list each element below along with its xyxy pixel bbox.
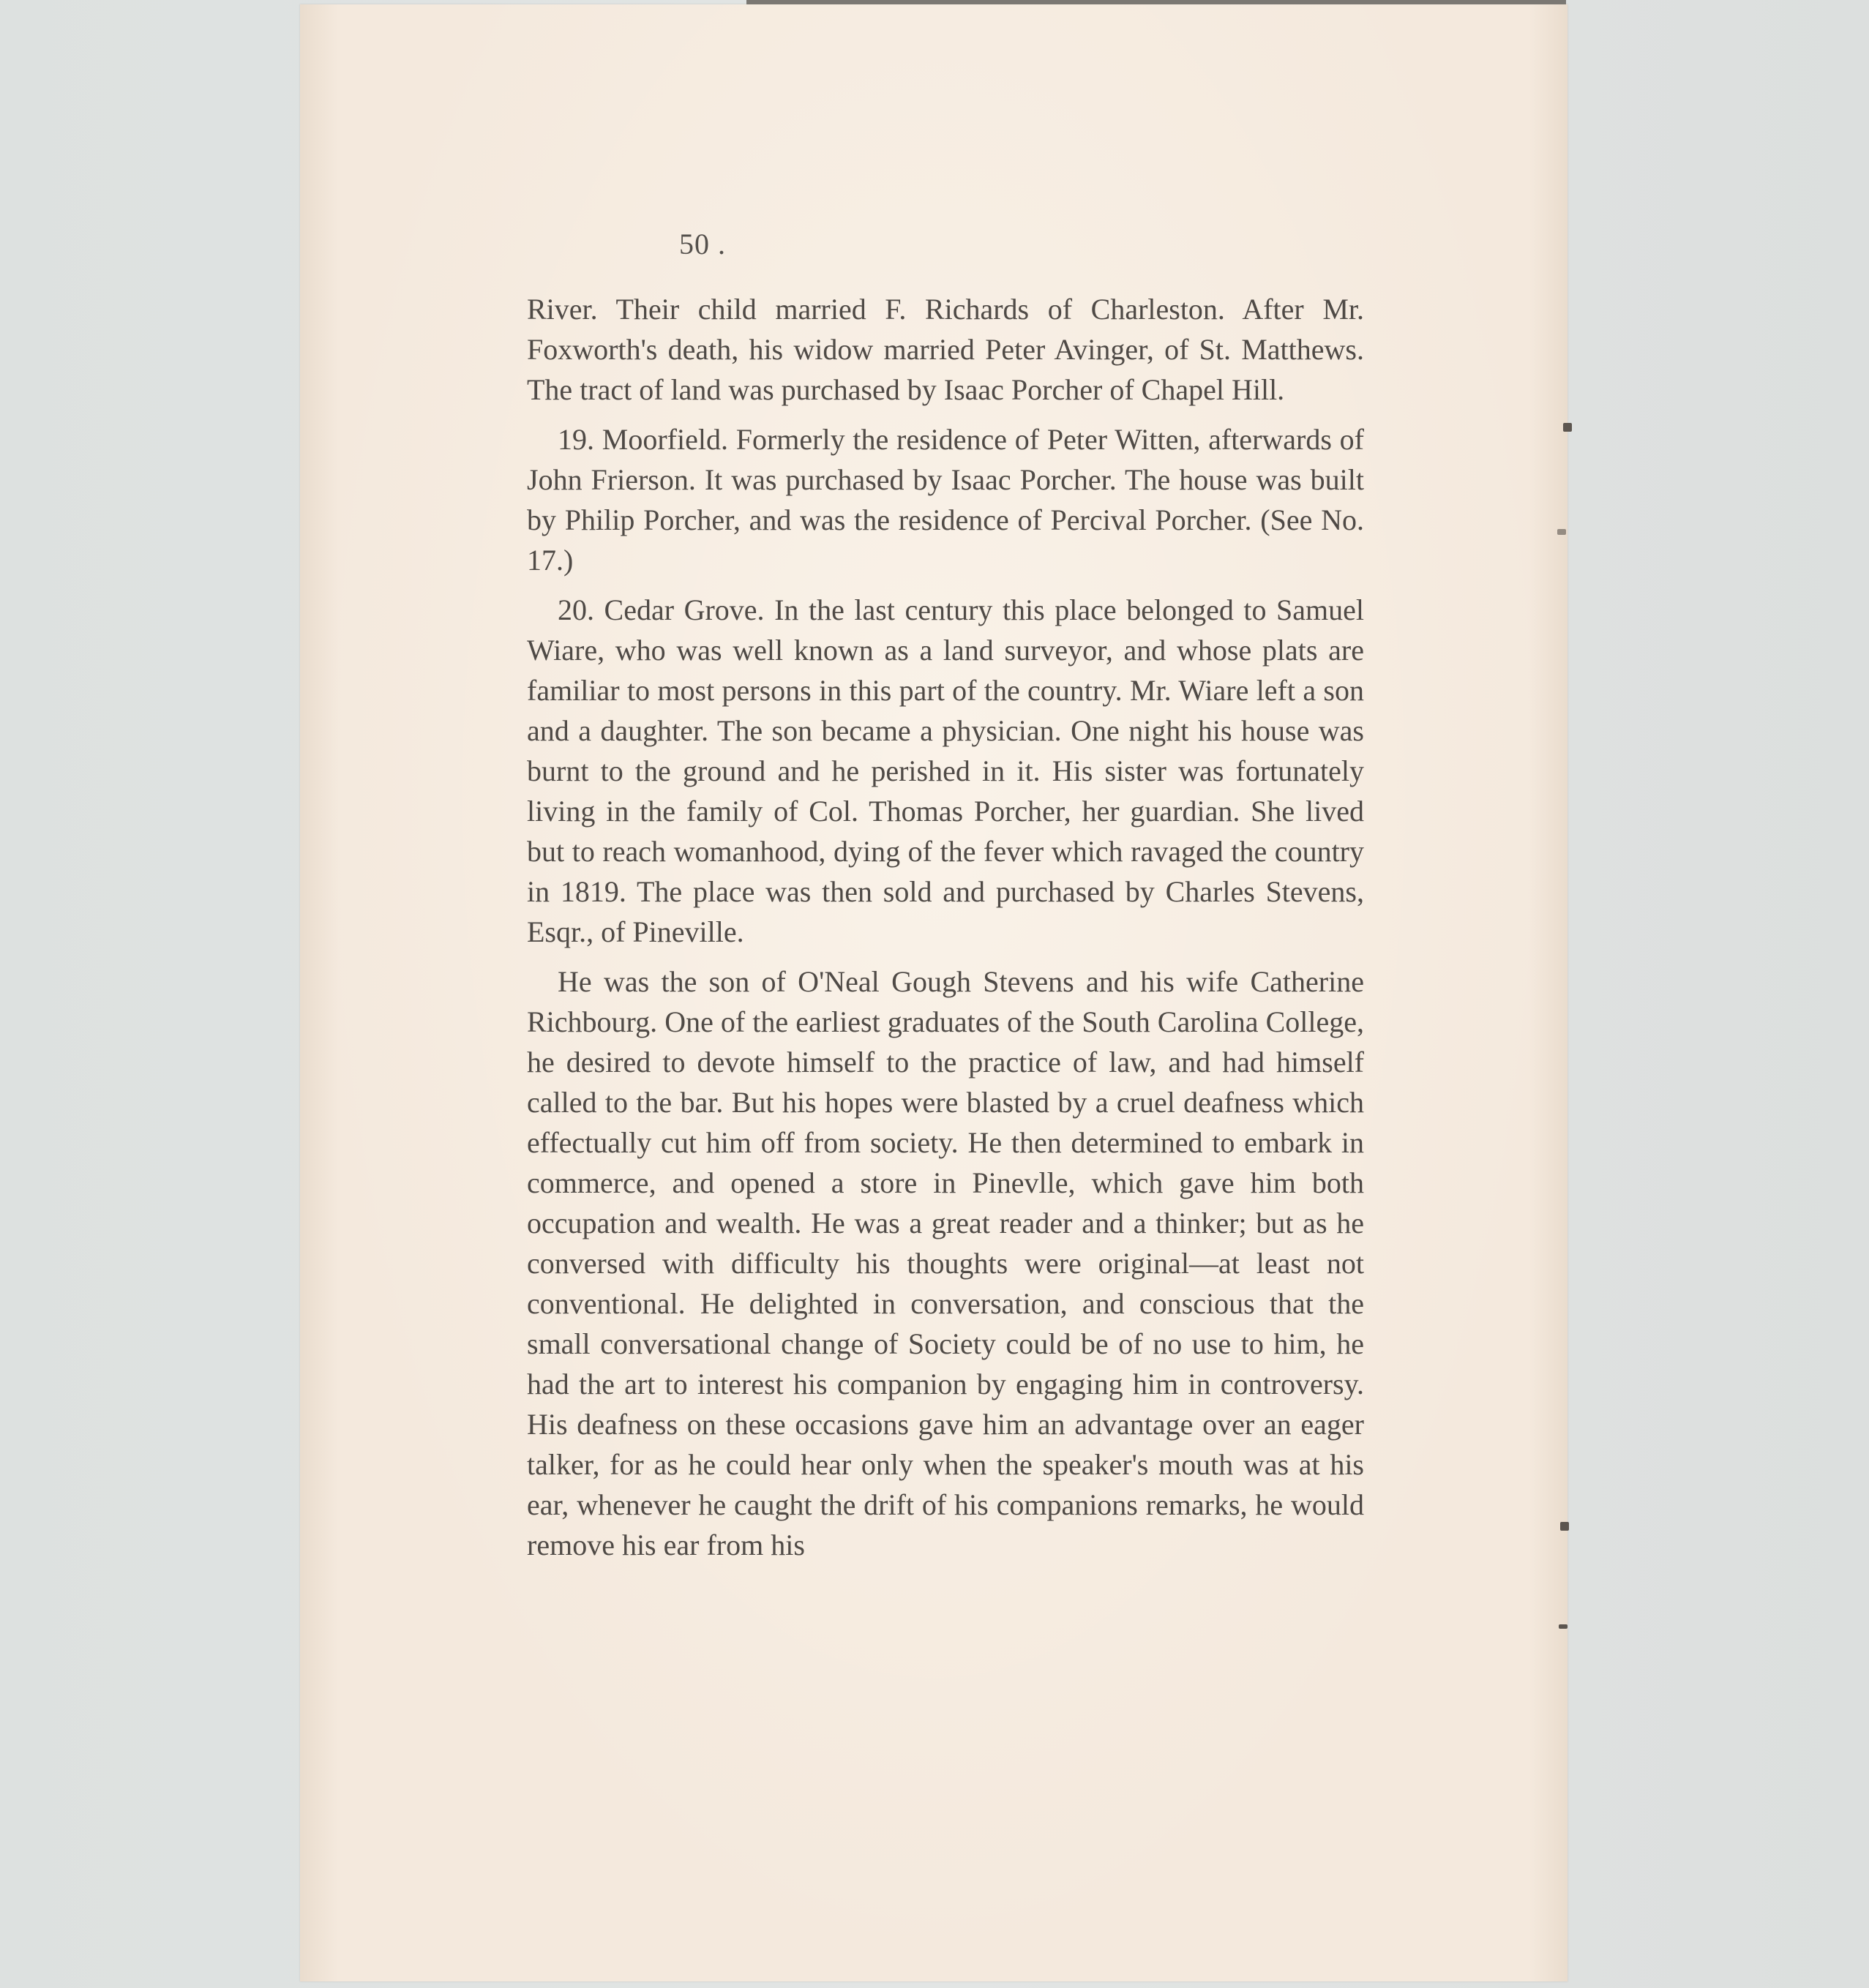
paragraph-moorfield: 19. Moorfield. Formerly the residence of Peter Witten, afterwards of John Frierson. It was purchased by Isaac Porcher. The house was built by Philip Porcher, and was the residence of Percival Porcher. (See No. 17.) bbox=[527, 423, 1364, 577]
page-number: 50 . bbox=[679, 228, 726, 260]
margin-mark bbox=[1563, 423, 1572, 432]
paragraph-stevens: He was the son of O'Neal Gough Stevens and his wife Catherine Richbourg. One of the earliest graduates of the South Carolina College, he desired to devote himself to the practice of law, and had himself called to the bar. But his hopes were blasted by a cruel deafness which effectually cut him off from society. He then determined to embark in commerce, and opened a store in Pinevlle, which gave him both occupation and wealth. He was a great reader and a thinker; but as he conversed with difficulty his thoughts were original—at least not conventional. He delighted in conversation, and conscious that the small conversational change of Society could be of no use to him, he had the art to interest his companion by engaging him in controversy. His deafness on these occasions gave him an advantage over an eager talker, for as he could hear only when the speaker's mouth was at his ear, whenever he caught the drift of his companions remarks, he would remove his ear from his bbox=[527, 965, 1364, 1561]
margin-mark bbox=[1560, 1522, 1569, 1531]
page-body-text bbox=[527, 289, 1364, 1575]
paragraph-cedar-grove: 20. Cedar Grove. In the last century this place belonged to Samuel Wiare, who was well known as a land surveyor, and whose plats are familiar to most persons in this part of the country. Mr. Wiare left a son and a daughter. The son became a physician. One night his house was burnt to the ground and he perished in it. His sister was fortunately living in the family of Col. Thomas Porcher, her guardian. She lived but to reach womanhood, dying of the fever which ravaged the country in 1819. The place was then sold and purchased by Charles Stevens, Esqr., of Pineville. bbox=[527, 593, 1364, 948]
margin-mark bbox=[1557, 529, 1566, 535]
page-top-edge-shadow bbox=[746, 0, 1566, 4]
margin-mark bbox=[1559, 1624, 1568, 1629]
paragraph-river-continuation: River. Their child married F. Richards of Charleston. After Mr. Foxworth's death, his widow married Peter Avinger, of St. Matthews. The tract of land was purchased by Isaac Porcher of Chapel Hill. bbox=[527, 293, 1364, 406]
